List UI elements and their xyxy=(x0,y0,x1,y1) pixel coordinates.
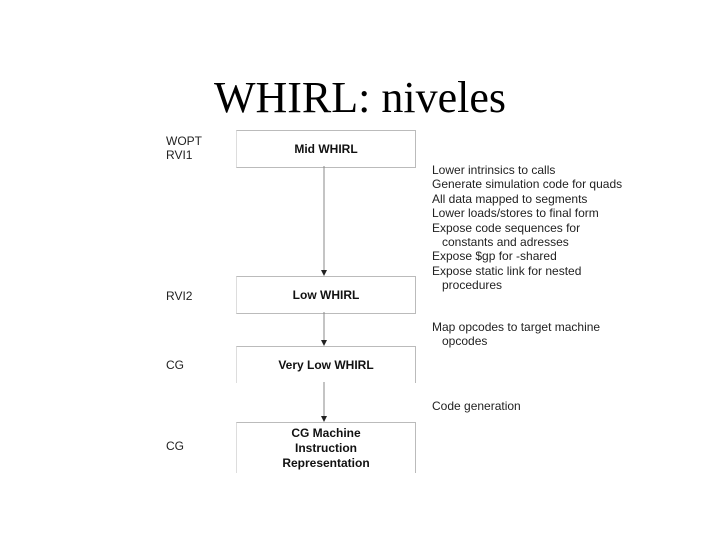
box-very-low-whirl: Very Low WHIRL xyxy=(236,346,416,383)
arrowhead-3 xyxy=(321,416,327,422)
arrowhead-1 xyxy=(321,270,327,276)
stage-label-rvi2: RVI2 xyxy=(166,289,193,303)
note-low-to-very-low: Map opcodes to target machine opcodes xyxy=(432,320,601,349)
box-mid-whirl: Mid WHIRL xyxy=(236,130,416,168)
arrowhead-2 xyxy=(321,340,327,346)
box-cg-machine: CG Machine Instruction Representation xyxy=(236,422,416,473)
note-mid-to-low: Lower intrinsics to calls Generate simulation code for quads All data mapped to segments Lower loads/stores to final form Expose code sequences for constants and adresses Expose $gp for -shared Expose static link for nested procedures xyxy=(432,163,623,293)
slide-title: WHIRL: niveles xyxy=(213,73,507,122)
stage-label-wopt: WOPT RVI1 xyxy=(166,134,202,162)
stage-label-cg: CG xyxy=(166,358,184,372)
box-low-whirl: Low WHIRL xyxy=(236,276,416,314)
stage-label-cg-machine: CG xyxy=(166,439,184,453)
note-code-generation: Code generation xyxy=(432,399,521,413)
